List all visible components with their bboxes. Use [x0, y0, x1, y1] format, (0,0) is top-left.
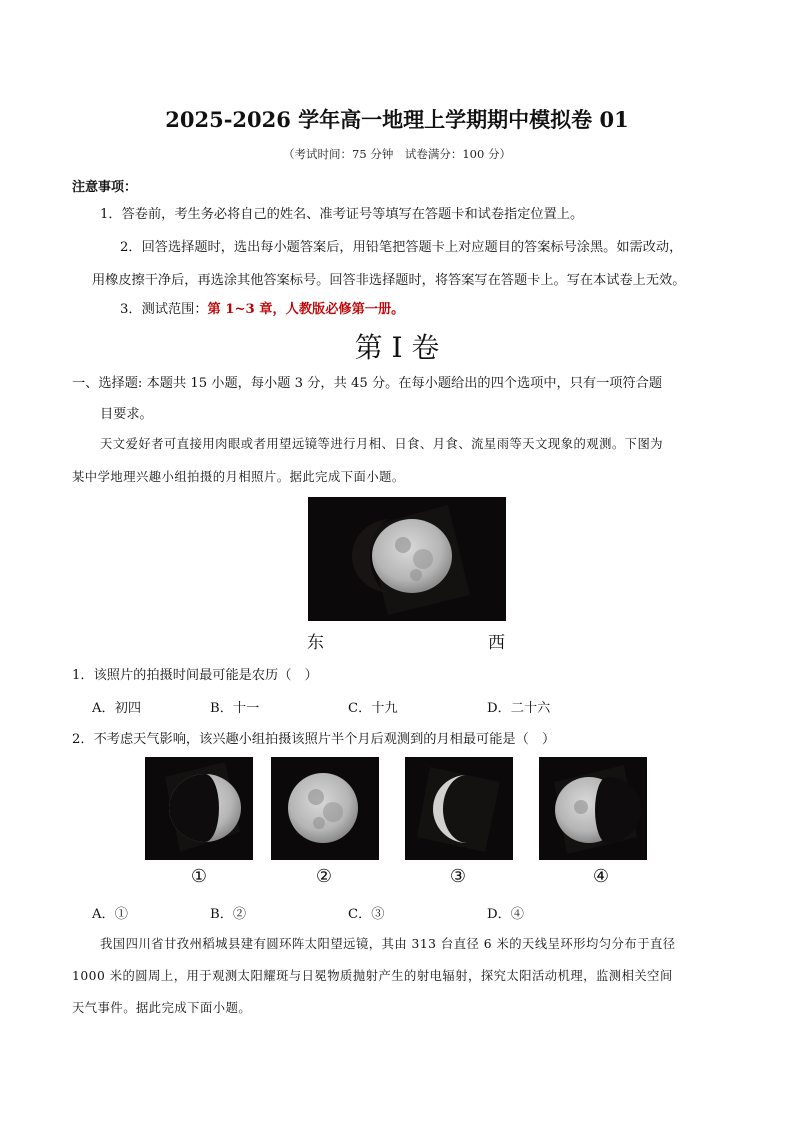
moon-phase-image-4 [539, 757, 647, 860]
east-label: 东 [307, 633, 324, 653]
notice-item-2-line-2: 用橡皮擦干净后，再选涂其他答案标号。回答非选择题时，将答案写在答题卡上。写在本试卷上无效。 [92, 273, 686, 288]
notice-item-3-prefix: 3．测试范围： [120, 302, 208, 317]
question-2-stem: 2．不考虑天气影响，该兴趣小组拍摄该照片半个月后观测到的月相最可能是（ ） [72, 732, 556, 747]
moon-phase-label-1: ① [190, 866, 208, 887]
context-2-line-2: 1000 米的圆周上，用于观测太阳耀斑与日冕物质抛射产生的射电辐射，探究太阳活动机理，监测相关空间 [72, 969, 673, 983]
notice-item-2-line-1: 2．回答选择题时，选出每小题答案后，用铅笔把答题卡上对应题目的答案标号涂黑。如需改动， [120, 240, 683, 255]
moon-phase-label-3: ③ [449, 866, 467, 887]
question-2-option-d[interactable]: D．④ [487, 907, 524, 922]
question-1-option-c[interactable]: C．十九 [348, 701, 398, 716]
question-1-option-a[interactable]: A．初四 [92, 701, 142, 716]
question-1-stem: 1．该照片的拍摄时间最可能是农历（ ） [72, 668, 318, 683]
context-1-line-2: 某中学地理兴趣小组拍摄的月相照片。据此完成下面小题。 [72, 470, 405, 484]
section-1-line-2: 目要求。 [100, 407, 153, 422]
question-2-option-b[interactable]: B．② [210, 907, 247, 922]
section-1-line-1: 一、选择题: 本题共 15 小题，每小题 3 分，共 45 分。在每小题给出的四个选项中，只有一项符合题 [72, 376, 663, 391]
moon-photo-image [308, 497, 506, 621]
moon-phase-image-1 [145, 757, 253, 860]
notice-item-3-scope: 第 1~3 章，人教版必修第一册。 [207, 302, 405, 317]
notice-item-3 [120, 293, 772, 326]
context-2-line-1: 我国四川省甘孜州稻城县建有圆环阵太阳望远镜，其由 313 台直径 6 米的天线呈环形均匀分布于直径 [100, 937, 676, 951]
context-1-line-1: 天文爱好者可直接用肉眼或者用望远镜等进行月相、日食、月食、流星雨等天文现象的观测。下图为 [100, 437, 664, 451]
moon-phase-image-3 [405, 757, 513, 860]
moon-phase-label-2: ② [315, 866, 333, 887]
context-2-line-3: 天气事件。据此完成下面小题。 [72, 1001, 252, 1015]
notice-item-1: 1．答卷前，考生务必将自己的姓名、准考证号等填写在答题卡和试卷指定位置上。 [100, 207, 584, 222]
question-2-option-c[interactable]: C．③ [348, 907, 385, 922]
moon-phase-label-4: ④ [592, 866, 610, 887]
question-2-option-a[interactable]: A．① [92, 907, 128, 922]
question-1-option-d[interactable]: D．二十六 [487, 701, 551, 716]
notice-heading: 注意事项： [72, 180, 138, 195]
exam-subtitle: （考试时间：75 分钟 试卷满分：100 分） [283, 147, 511, 161]
volume-title: 第 I 卷 [354, 331, 440, 364]
moon-phase-image-2 [271, 757, 379, 860]
question-1-option-b[interactable]: B．十一 [210, 701, 260, 716]
exam-title: 2025-2026 学年高一地理上学期期中模拟卷 01 [165, 107, 629, 132]
moon-photo [308, 497, 506, 621]
west-label: 西 [488, 633, 505, 653]
